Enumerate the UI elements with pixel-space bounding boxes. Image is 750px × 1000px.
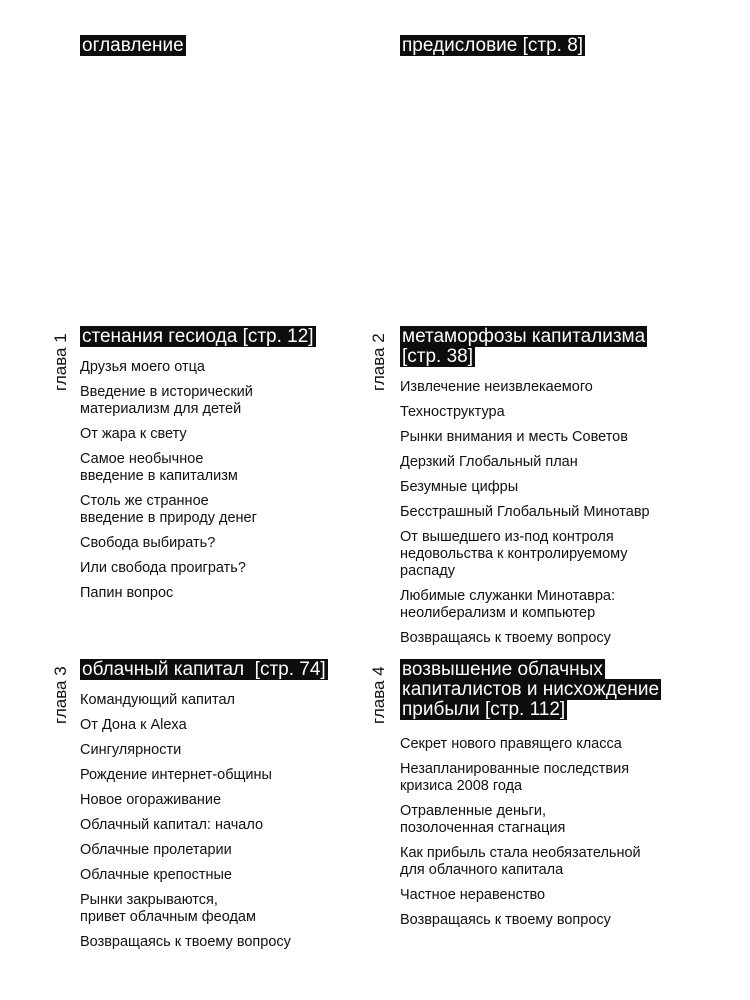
chapter-1-title[interactable]: стенания гесиода [стр. 12] [82,326,314,347]
chapter-1-label: глава 1 [51,333,70,391]
list-item[interactable]: От жара к свету [80,426,187,442]
list-item[interactable]: Незапланированные последствия кризиса 2008 года [400,761,630,794]
list-item[interactable]: Папин вопрос [80,585,174,601]
chapter-3-title[interactable]: облачный капитал [стр. 74] [82,659,326,680]
list-item[interactable]: Любимые служанки Минотавра: неолиберализм и компьютер [400,588,615,621]
chapter-1-heading[interactable] [80,327,370,347]
toc-heading [80,36,186,56]
list-item[interactable]: Облачные крепостные [80,867,232,883]
chapter-4-heading[interactable] [400,660,700,720]
list-item[interactable]: Новое огораживание [80,792,222,808]
preface-link[interactable]: предисловие [стр. 8] [402,35,584,56]
list-item[interactable]: Введение в исторический материализм для детей [80,384,253,417]
chapter-1-items [80,359,370,602]
list-item[interactable]: Столь же странное введение в природу денег [80,493,257,526]
list-item[interactable]: Облачные пролетарии [80,842,232,858]
list-item[interactable]: Возвращаясь к твоему вопросу [80,934,291,950]
chapter-2-heading[interactable] [400,327,670,367]
chapter-4 [400,660,700,937]
list-item[interactable]: Рынки внимания и месть Советов [400,429,628,445]
chapter-2-items [400,379,670,647]
chapter-4-items [400,736,700,929]
list-item[interactable]: Извлечение неизвлекаемого [400,379,593,395]
list-item[interactable]: Самое необычное введение в капитализм [80,451,238,484]
list-item[interactable]: От вышедшего из-под контроля недовольства к контролируемому распаду [400,529,628,579]
list-item[interactable]: Бесстрашный Глобальный Минотавр [400,504,650,520]
chapter-2 [400,327,670,655]
list-item[interactable]: Частное неравенство [400,887,546,903]
list-item[interactable]: Секрет нового правящего класса [400,736,622,752]
list-item[interactable]: Рождение интернет-общины [80,767,272,783]
list-item[interactable]: Друзья моего отца [80,359,205,375]
chapter-3-label: глава 3 [51,666,70,724]
list-item[interactable]: Безумные цифры [400,479,519,495]
list-item[interactable]: Сингулярности [80,742,182,758]
chapter-3-items [80,692,370,951]
list-item[interactable]: Рынки закрываются, привет облачным феодам [80,892,256,925]
list-item[interactable]: Техноструктура [400,404,505,420]
list-item[interactable]: Возвращаясь к твоему вопросу [400,912,611,928]
chapter-3 [80,660,370,959]
list-item[interactable]: Облачный капитал: начало [80,817,264,833]
chapter-2-title[interactable]: метаморфозы капитализма [стр. 38] [402,326,646,367]
list-item[interactable]: Как прибыль стала необязательной для облачного капитала [400,845,641,878]
preface-heading[interactable] [400,36,585,56]
chapter-2-label: глава 2 [369,333,388,391]
chapter-4-title[interactable]: возвышение облачных капиталистов и нисхождение прибыли [стр. 112] [402,659,660,720]
list-item[interactable]: Свобода выбирать? [80,535,216,551]
chapter-3-heading[interactable] [80,660,370,680]
list-item[interactable]: От Дона к Alexa [80,717,187,733]
list-item[interactable]: Дерзкий Глобальный план [400,454,578,470]
list-item[interactable]: Командующий капитал [80,692,235,708]
chapter-4-label: глава 4 [369,666,388,724]
chapter-1 [80,327,370,610]
toc-label: оглавление [82,35,184,56]
list-item[interactable]: Отравленные деньги, позолоченная стагнация [400,803,566,836]
list-item[interactable]: Или свобода проиграть? [80,560,246,576]
list-item[interactable]: Возвращаясь к твоему вопросу [400,630,611,646]
